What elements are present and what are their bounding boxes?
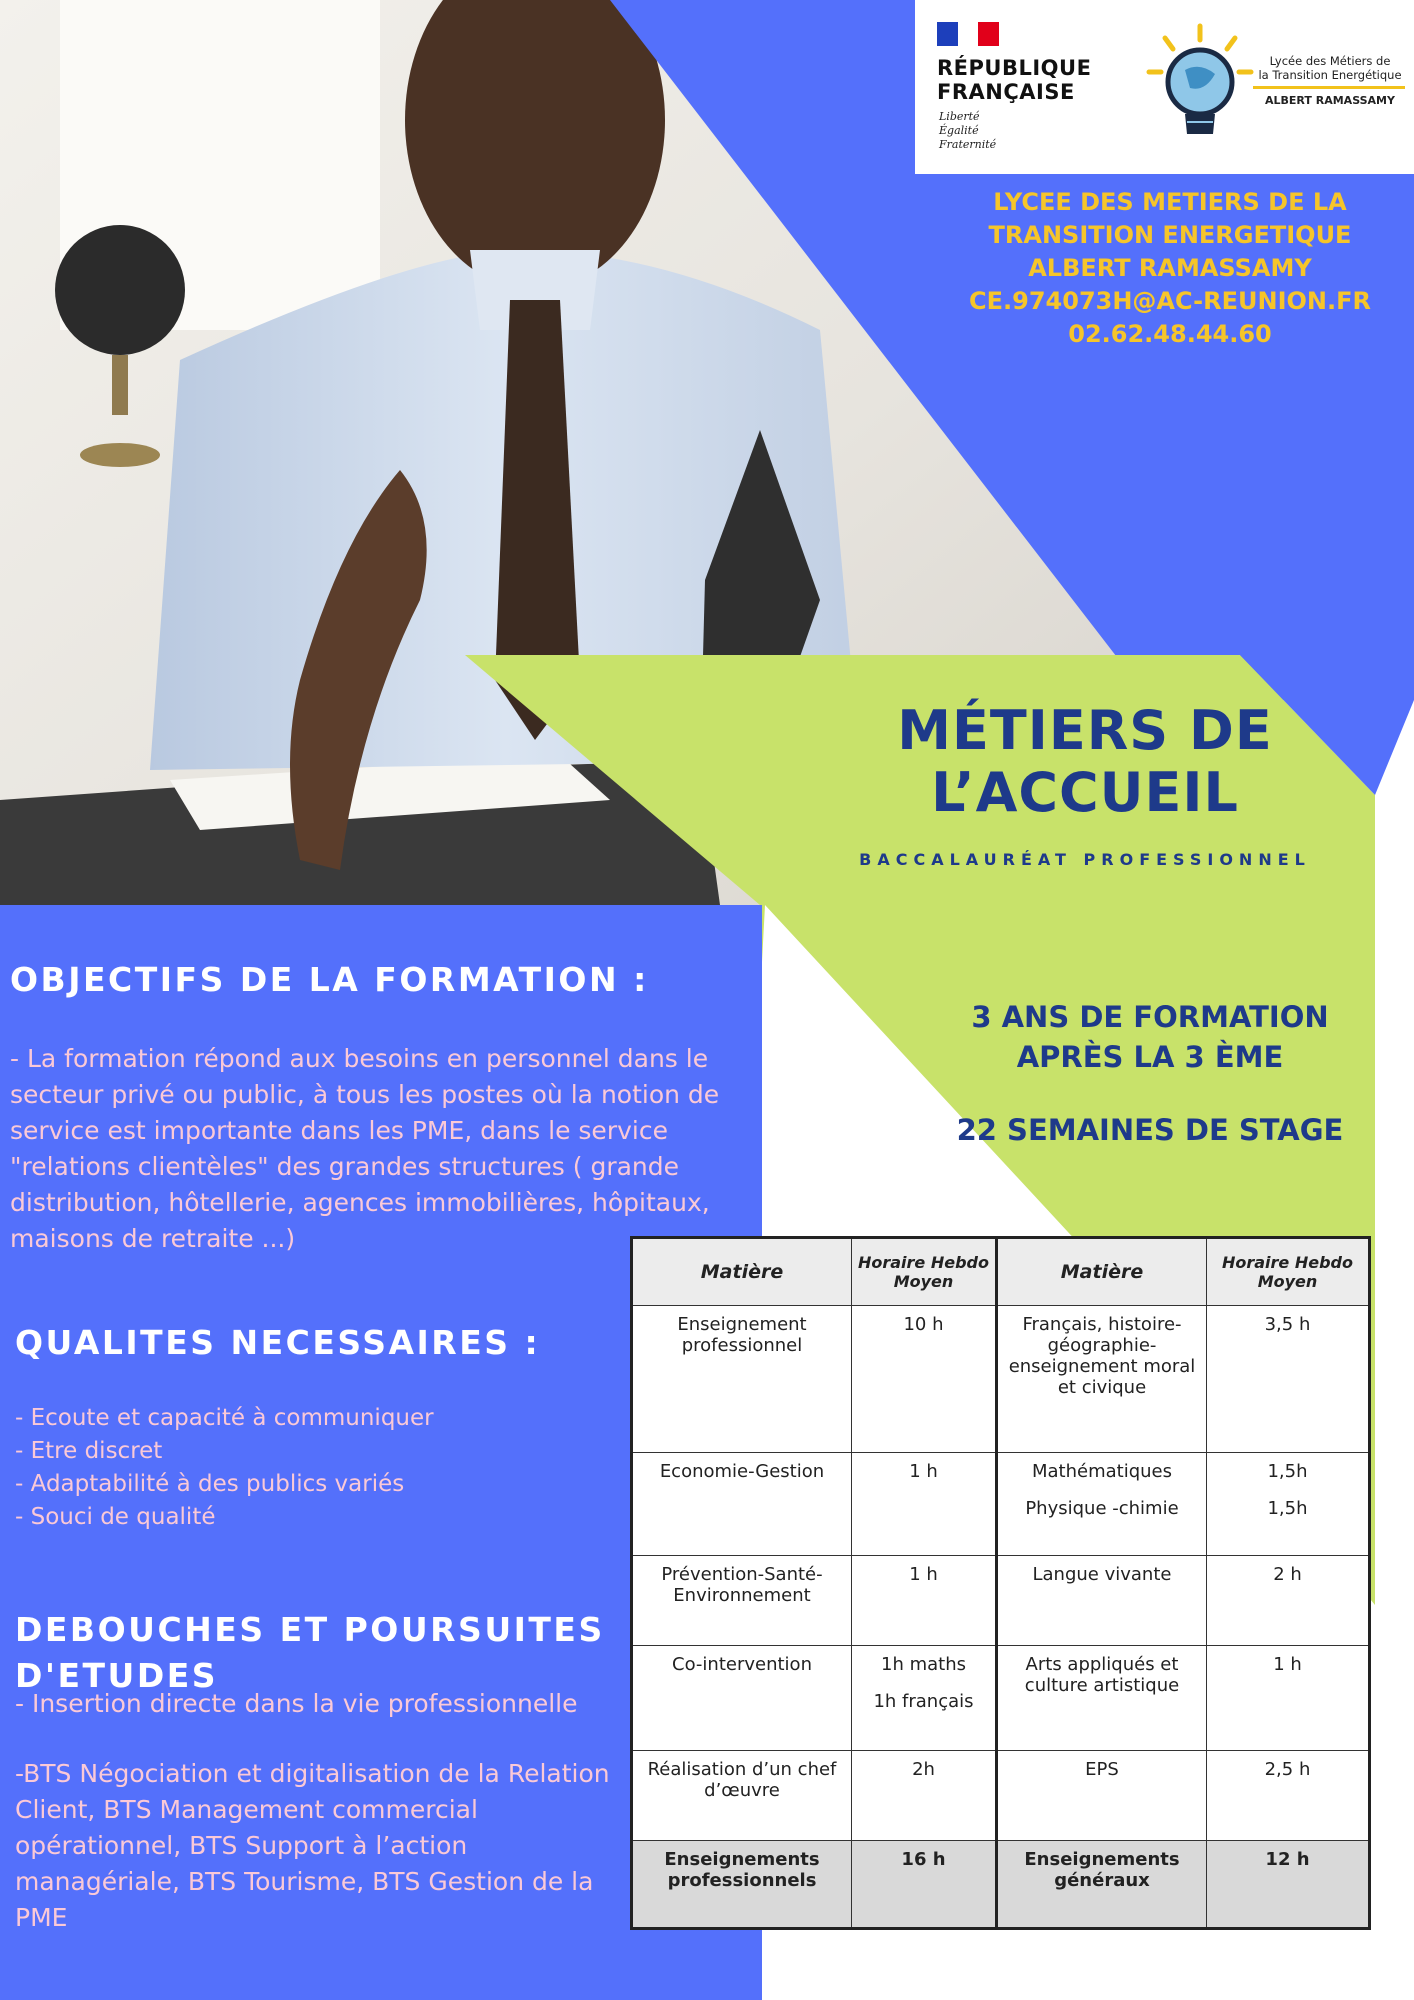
qualites-heading: QUALITES NECESSAIRES : — [15, 1323, 541, 1362]
header-horaire-1: Horaire Hebdo Moyen — [852, 1238, 997, 1306]
debouches-bts: -BTS Négociation et digitalisation de la Relation Client, BTS Management commercial opérationnel, BTS Support à l’action managériale, BTS Tourisme, BTS Gestion de la PME — [15, 1759, 610, 1932]
table-row — [632, 1453, 1370, 1556]
table-cell-line: 1h français — [873, 1691, 974, 1712]
table-cell: Economie-Gestion — [632, 1453, 852, 1556]
table-header-row — [632, 1238, 1370, 1306]
lycee-logo-text-line-1: Lycée des Métiers de — [1269, 54, 1391, 68]
debouches-heading: DEBOUCHES ET POURSUITES D'ETUDES — [15, 1610, 605, 1695]
title-line-1: MÉTIERS DE — [897, 699, 1273, 762]
header-matiere-2: Matière — [997, 1238, 1207, 1306]
table-cell: Enseignements généraux — [997, 1841, 1207, 1929]
duration-line-2: APRÈS LA 3 ÈME — [1016, 1040, 1284, 1074]
school-name-line-1: LYCEE DES METIERS DE LA — [993, 188, 1347, 216]
table-cell: Réalisation d’un chef d’œuvre — [632, 1751, 852, 1841]
table-cell: 2,5 h — [1207, 1751, 1370, 1841]
table-row — [632, 1646, 1370, 1751]
table-cell: 16 h — [852, 1841, 997, 1929]
page-title — [850, 700, 1320, 824]
qualite-item: - Souci de qualité — [15, 1504, 216, 1530]
motto-fraternite: Fraternité — [939, 138, 997, 151]
table-cell: Enseignements professionnels — [632, 1841, 852, 1929]
republique-name-line-2: FRANÇAISE — [937, 80, 1075, 104]
table-total-row — [632, 1841, 1370, 1929]
lightbulb-icon — [1145, 22, 1255, 152]
table-cell: 10 h — [852, 1306, 997, 1453]
formation-duration — [900, 997, 1400, 1077]
table-cell: 3,5 h — [1207, 1306, 1370, 1453]
table-cell: 1 h — [852, 1556, 997, 1646]
lycee-logo-name: ALBERT RAMASSAMY — [1265, 94, 1395, 107]
debouches-insertion: - Insertion directe dans la vie professionnelle — [15, 1689, 578, 1718]
title-line-2: L’ACCUEIL — [931, 761, 1239, 824]
table-cell: 1 h — [1207, 1646, 1370, 1751]
page-subtitle: BACCALAURÉAT PROFESSIONNEL — [859, 850, 1311, 869]
table-cell: 2 h — [1207, 1556, 1370, 1646]
qualites-list — [15, 1402, 615, 1534]
table-cell: Langue vivante — [997, 1556, 1207, 1646]
table-row — [632, 1751, 1370, 1841]
logo-panel — [915, 0, 1414, 174]
table-cell: Co-intervention — [632, 1646, 852, 1751]
lycee-logo-text-line-2: la Transition Energétique — [1258, 68, 1402, 82]
school-name-line-2: TRANSITION ENERGETIQUE — [988, 221, 1352, 249]
school-phone[interactable]: 02.62.48.44.60 — [1068, 320, 1272, 348]
table-row — [632, 1556, 1370, 1646]
header-horaire-2: Horaire Hebdo Moyen — [1207, 1238, 1370, 1306]
lycee-logo — [1145, 22, 1405, 152]
table-cell — [1207, 1453, 1370, 1556]
school-email[interactable]: CE.974073H@AC-REUNION.FR — [969, 287, 1371, 315]
table-row — [632, 1306, 1370, 1453]
table-cell-line: Mathématiques — [1031, 1461, 1172, 1482]
table-cell-line: 1,5h — [1267, 1461, 1308, 1482]
french-flag-icon — [937, 22, 999, 46]
header-matiere-1: Matière — [632, 1238, 852, 1306]
schedule-table — [630, 1236, 1371, 1930]
objectifs-text: - La formation répond aux besoins en personnel dans le secteur privé ou public, à tous les postes où la notion de service est importante dans les PME, dans le service "relations clientèles" des grandes structures ( grande distribution, hôtellerie, agences immobilières, hôpitaux, maisons de retraite ...) — [10, 1044, 720, 1253]
qualite-item: - Etre discret — [15, 1438, 163, 1464]
table-cell: Enseignement professionnel — [632, 1306, 852, 1453]
table-cell-line: 1,5h — [1267, 1498, 1308, 1519]
duration-line-1: 3 ANS DE FORMATION — [971, 1000, 1329, 1034]
table-cell — [852, 1646, 997, 1751]
table-cell: EPS — [997, 1751, 1207, 1841]
motto-liberte: Liberté — [939, 110, 980, 123]
republique-francaise-logo — [937, 22, 1097, 152]
table-cell: Prévention-Santé-Environnement — [632, 1556, 852, 1646]
table-cell: 2h — [852, 1751, 997, 1841]
table-cell-line: 1h maths — [881, 1654, 966, 1675]
table-cell: 1 h — [852, 1453, 997, 1556]
objectifs-heading: OBJECTIFS DE LA FORMATION : — [10, 960, 649, 999]
table-cell-line: Physique -chimie — [1025, 1498, 1179, 1519]
qualite-item: - Adaptabilité à des publics variés — [15, 1471, 405, 1497]
internship-weeks: 22 SEMAINES DE STAGE — [956, 1113, 1344, 1147]
table-cell — [997, 1453, 1207, 1556]
table-cell: 12 h — [1207, 1841, 1370, 1929]
republique-name-line-1: RÉPUBLIQUE — [937, 56, 1092, 80]
table-cell: Français, histoire-géographie-enseignement moral et civique — [997, 1306, 1207, 1453]
qualite-item: - Ecoute et capacité à communiquer — [15, 1405, 434, 1431]
school-name-line-3: ALBERT RAMASSAMY — [1028, 254, 1312, 282]
lycee-logo-divider — [1253, 86, 1405, 89]
school-contact-block — [940, 186, 1400, 351]
table-cell: Arts appliqués et culture artistique — [997, 1646, 1207, 1751]
motto-egalite: Égalité — [939, 124, 979, 137]
